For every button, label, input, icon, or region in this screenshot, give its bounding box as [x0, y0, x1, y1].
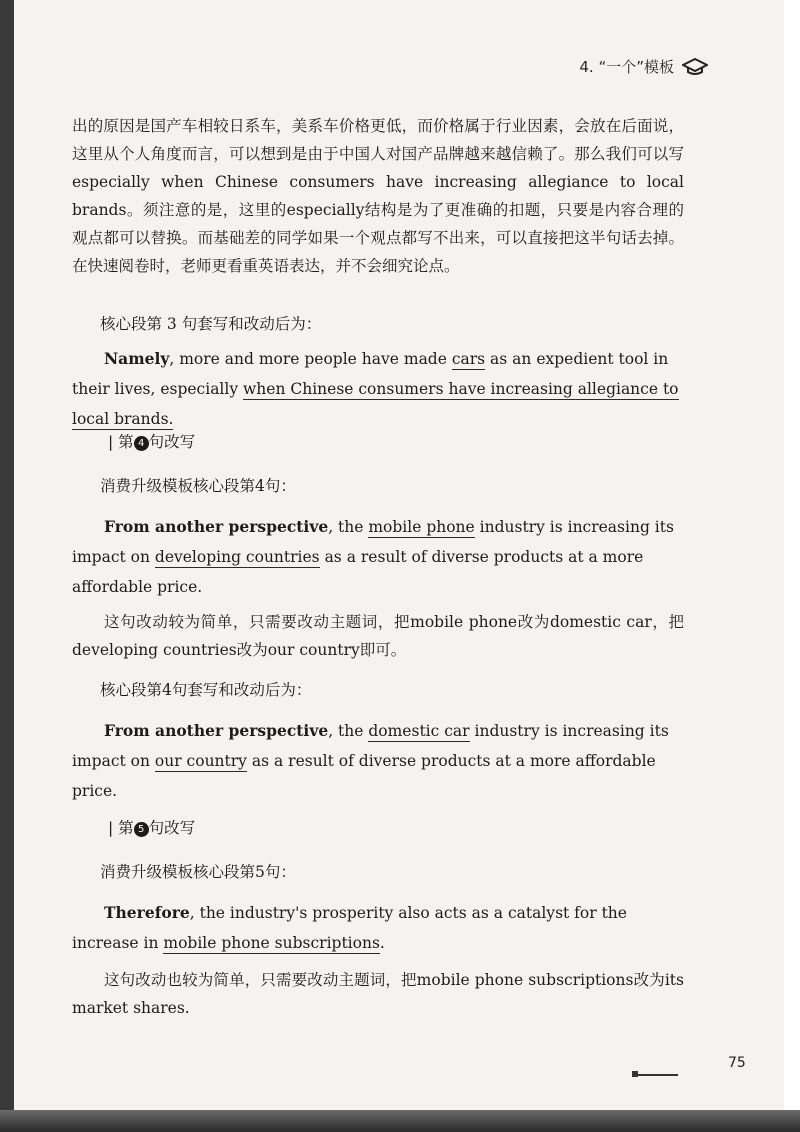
header-title: 4. “一个”模板 [579, 58, 674, 76]
number-badge: 5 [134, 822, 149, 837]
keyword-underlined: mobile phone [368, 518, 475, 536]
text-run: as a result of diverse products at a more affordable price. [72, 548, 644, 596]
page-edge [784, 0, 800, 1110]
text-run: industry is increasing its impact on [72, 518, 674, 566]
footer-rule [632, 1074, 678, 1076]
heading-suffix: 句改写 [148, 433, 196, 451]
heading-prefix: 第 [118, 433, 134, 451]
section5-heading: | 第 5 句改写 [108, 819, 196, 837]
section4-label: 消费升级模板核心段第4句： [100, 477, 296, 495]
section4-explanation: 这句改动较为简单，只需要改动主题词，把mobile phone改为domestic car，把developing countries改为our country即可。 [72, 613, 684, 659]
sentence3-rewritten [72, 344, 684, 434]
text-run: , the industry's prosperity also acts as a catalyst for the increase in [72, 904, 627, 952]
text-run: industry is increasing its impact on [72, 722, 669, 770]
heading-prefix: 第 [118, 819, 134, 837]
number-badge: 4 [134, 436, 149, 451]
lead-phrase: From another perspective [104, 721, 329, 740]
text-run: , the [328, 722, 369, 740]
text-run: as an expedient tool in their lives, especially [72, 350, 669, 398]
sentence3-label: 核心段第 3 句套写和改动后为： [100, 315, 322, 333]
section5-label: 消费升级模板核心段第5句： [100, 863, 296, 881]
lead-phrase: From another perspective [104, 517, 329, 536]
body-paragraph: 出的原因是国产车相较日系车，美系车价格更低，而价格属于行业因素，会放在后面说，这里从个人角度而言，可以想到是由于中国人对国产品牌越来越信赖了。那么我们可以写 especially when Chinese consumers have increasing allegiance to local brands。须注意的是，这里的especially结构是为了更准确的扣题，只要是内容合理的观点都可以替换。而基础差的同学如果一个观点都写不出来，可以直接把这半句话去掉。在快速阅卷时，老师更看重英语表达，并不会细究论点。 [72, 117, 684, 275]
section4 [72, 430, 684, 806]
sentence3-block [72, 312, 684, 434]
text-run: , the [328, 518, 369, 536]
keyword-underlined: mobile phone subscriptions [163, 934, 380, 952]
keyword-underlined: when Chinese consumers have increasing allegiance to local brands. [72, 380, 679, 428]
section4-rewrite-label: 核心段第4句套写和改动后为： [100, 681, 312, 699]
page-number: 75 [728, 1055, 746, 1071]
footer-marker [632, 1071, 638, 1077]
text-run: , more and more people have made [169, 350, 452, 368]
section4-rewritten [72, 716, 684, 806]
section5-original [72, 898, 684, 958]
keyword-underlined: developing countries [154, 548, 320, 566]
scan-shadow [0, 1110, 800, 1132]
section4-original [72, 512, 684, 602]
section5-explanation: 这句改动也较为简单，只需要改动主题词，把mobile phone subscriptions改为its market shares. [72, 971, 684, 1017]
main-content [72, 112, 684, 280]
text-run: as a result of diverse products at a more affordable price. [72, 752, 656, 800]
lead-word: Therefore [104, 903, 190, 922]
lead-word: Namely [104, 349, 170, 368]
section5 [72, 816, 684, 1022]
keyword-underlined: our country [154, 752, 247, 770]
text-run: . [379, 934, 385, 952]
running-header [579, 56, 708, 77]
keyword-underlined: cars [451, 350, 486, 368]
heading-suffix: 句改写 [148, 819, 196, 837]
graduation-cap-icon [682, 57, 708, 77]
section4-heading: | 第 4 句改写 [108, 433, 196, 451]
keyword-underlined: domestic car [368, 722, 470, 740]
